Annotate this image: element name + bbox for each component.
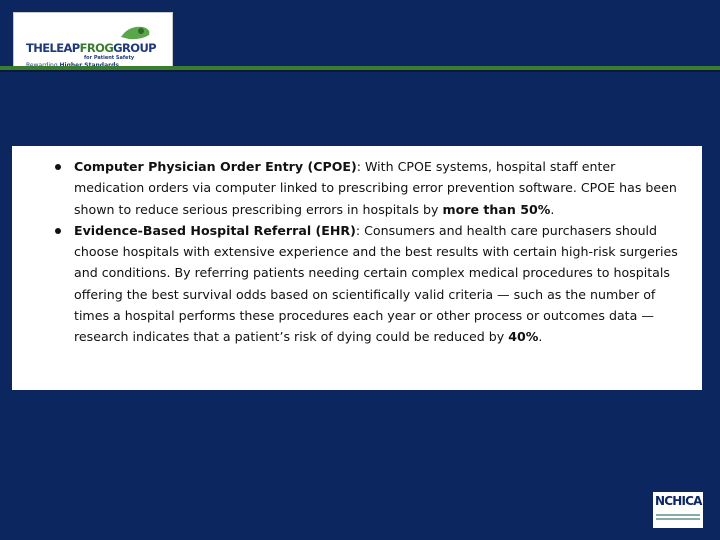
- bullet-text: : Consumers and health care purchasers should choose hospitals with extensive experience and the best results with certain high-risk surgeries and conditions. By referring patients needing certain complex medical procedures to hospitals offering the best survival odds based on scientifically valid criteria — such as the number of times a hospital performs these procedures each year or other process or outcomes data — research indicates that a patient’s risk of dying could be reduced by: [74, 222, 678, 345]
- header-divider-shadow: [0, 70, 720, 72]
- bullet-list: [52, 156, 684, 348]
- bullet-icon: [55, 228, 61, 234]
- nchica-logo-lines: [656, 514, 700, 522]
- bullet-icon: [55, 164, 61, 170]
- nchica-logo-text: NCHICA: [655, 494, 702, 508]
- content-box: [12, 146, 702, 390]
- bullet-emphasis: 40%: [508, 329, 539, 345]
- logo-subtitle: for Patient Safety: [84, 55, 135, 61]
- list-item: Evidence-Based Hospital Referral (EHR): Consumers and health care purchasers should choose hospitals with extensive experience and the best results with certain high-risk surgeries and conditions. By referring patients needing certain complex medical procedures to hospitals offering the best survival odds based on scientifically valid criteria — such as the number of times a hospital performs these procedures each year or other process or outcomes data — research indicates that a patient’s risk of dying could be reduced by 40%.: [52, 220, 684, 348]
- bullet-heading: Computer Physician Order Entry (CPOE): [74, 159, 357, 174]
- bullet-heading: Evidence-Based Hospital Referral (EHR): [74, 222, 356, 238]
- bullet-emphasis: more than 50%: [442, 201, 551, 217]
- logo-title: THELEAPFROGGROUP: [26, 41, 157, 55]
- leapfrog-logo: [13, 12, 173, 71]
- bullet-text: : With CPOE systems, hospital staff enter medication orders via computer linked to prescribing error prevention software. CPOE has been shown to reduce serious prescribing errors in hospitals by: [74, 159, 677, 217]
- frog-leaf-icon: [119, 23, 153, 41]
- list-item: Computer Physician Order Entry (CPOE): With CPOE systems, hospital staff enter medication orders via computer linked to prescribing error prevention software. CPOE has been shown to reduce serious prescribing errors in hospitals by more than 50%.: [52, 156, 684, 220]
- nchica-logo: [653, 492, 703, 528]
